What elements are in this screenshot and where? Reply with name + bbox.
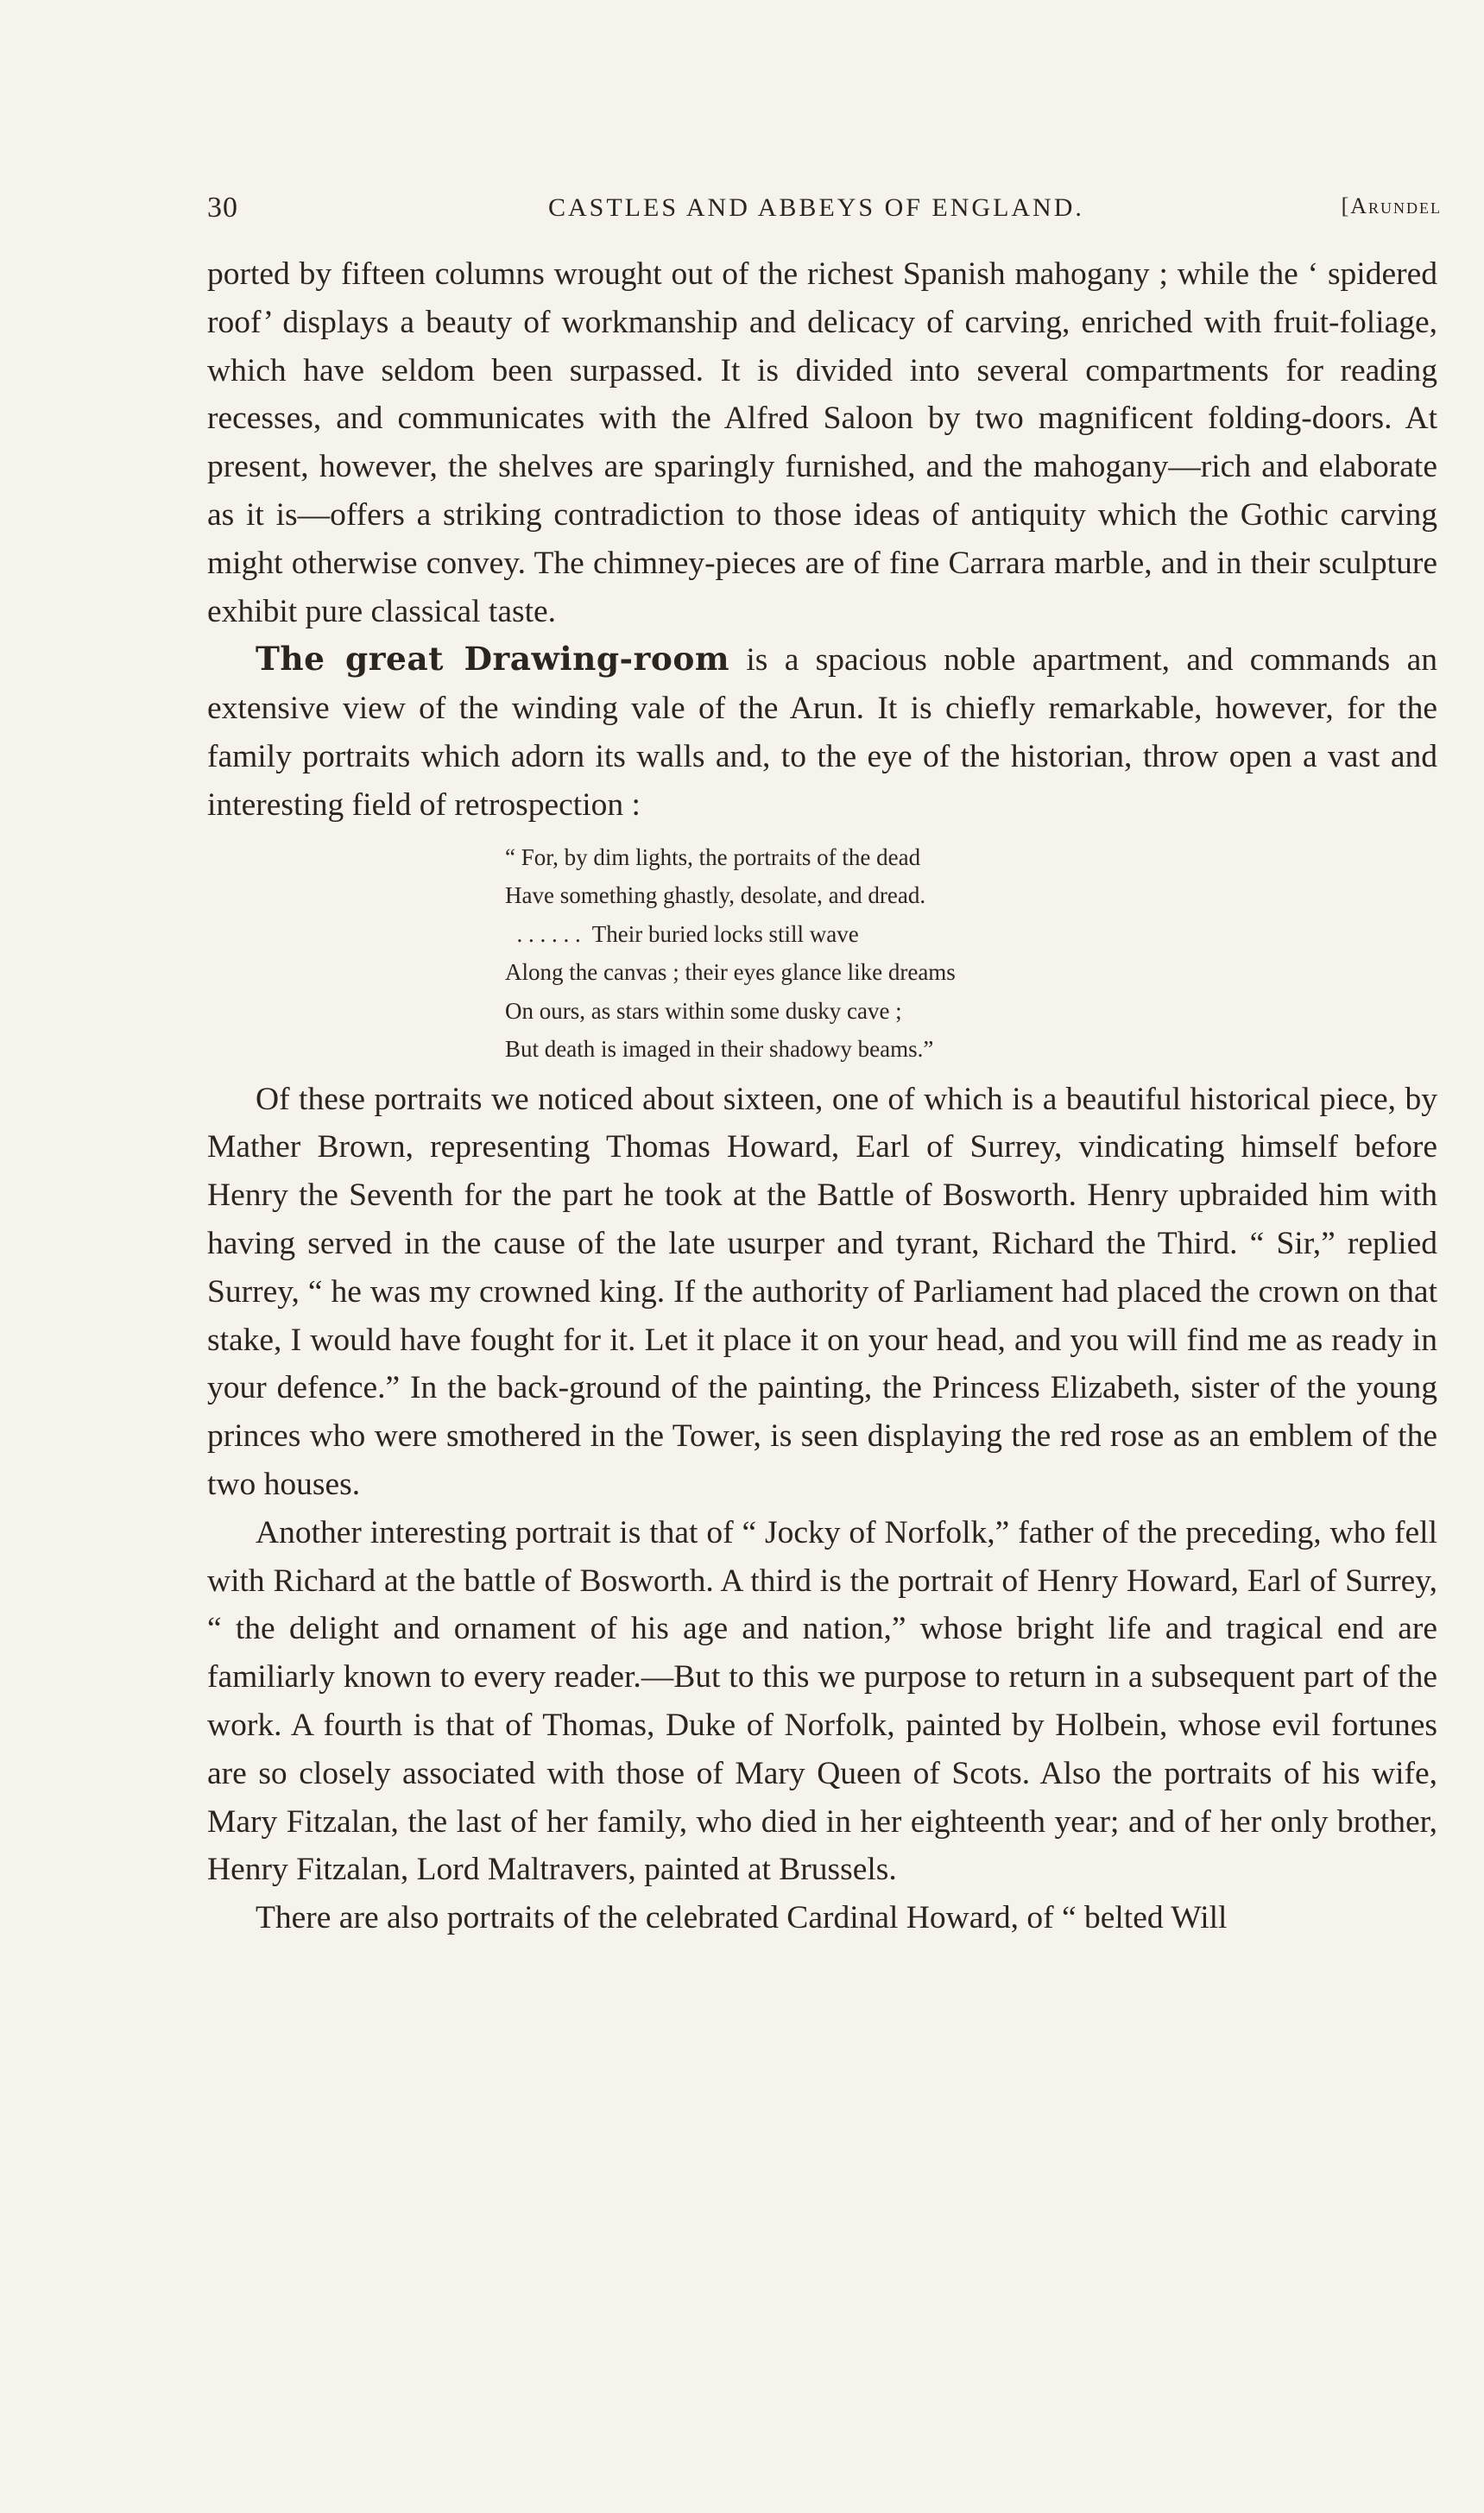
verse-line: Have something ghastly, desolate, and dread. <box>505 882 926 909</box>
paragraph-portraits: Of these portraits we noticed about sixteen, one of which is a beautiful historical piece, by Mather Brown, representing Thomas Howard, Earl of Surrey, vindicating himself before Henry the Seventh for the part he took at the Battle of Bosworth. Henry upbraided him with having served in the cause of the late usurper and tyrant, Richard the Third. “ Sir,” replied Surrey, “ he was my crowned king. If the authority of Parliament had placed the crown on that stake, I would have fought for it. Let it place it on your head, and you will find me as ready in your defence.” In the back-ground of the painting, the Princess Elizabeth, sister of the young princes who were smothered in the Tower, is seen displaying the red rose as an emblem of the two houses. <box>207 1081 1437 1502</box>
section-title: [Arundel <box>1341 193 1442 218</box>
body-text <box>207 250 1437 1942</box>
page-number: 30 <box>207 192 238 224</box>
verse-line: On ours, as stars within some dusky cave ; <box>505 997 902 1024</box>
verse-line: “ For, by dim lights, the portraits of the dead <box>505 843 921 870</box>
verse-line: . . . . . . Their buried locks still wave <box>505 920 859 947</box>
blackletter-heading: The great Drawing-room <box>256 640 730 679</box>
verse-line: Along the canvas ; their eyes glance like dreams <box>505 959 956 986</box>
paragraph-continued: ported by fifteen columns wrought out of the richest Spanish mahogany ; while the ‘ spidered roof’ displays a beauty of workmanship and delicacy of carving, enriched with fruit-foliage, which have seldom been surpassed. It is divided into several compartments for reading recesses, and communicates with the Alfred Saloon by two magnificent folding-doors. At present, however, the shelves are sparingly furnished, and the mahogany—rich and elaborate as it is—offers a striking contradiction to those ideas of antiquity which the Gothic carving might otherwise convey. The chimney-pieces are of fine Carrara marble, and in their sculpture exhibit pure classical taste. <box>207 256 1437 629</box>
running-title: CASTLES AND ABBEYS OF ENGLAND. <box>548 193 1084 222</box>
paragraph-text: is a spacious noble apartment, and commands an extensive view of the winding vale of the Arun. It is chiefly remarkable, however, for the family portraits which adorn its walls and, to the eye of the historian, throw open a vast and interesting field of retrospection : <box>207 642 1437 823</box>
paragraph-cardinal: There are also portraits of the celebrated Cardinal Howard, of “ belted Will <box>256 1900 1228 1936</box>
verse-line: But death is imaged in their shadowy beams.” <box>505 1036 934 1063</box>
paragraph-drawing-room <box>207 635 1437 829</box>
paragraph-other-portraits: Another interesting portrait is that of “ Jocky of Norfolk,” father of the preceding, who fell with Richard at the battle of Bosworth. A third is the portrait of Henry Howard, Earl of Surrey, “ the delight and ornament of his age and nation,” whose bright life and tragical end are familiarly known to every reader.—But to this we purpose to return in a subsequent part of the work. A fourth is that of Thomas, Duke of Norfolk, painted by Holbein, whose evil fortunes are so closely associated with those of Mary Queen of Scots. Also the portraits of his wife, Mary Fitzalan, the last of her family, who died in her eighteenth year; and of her only brother, Henry Fitzalan, Lord Maltravers, painted at Brussels. <box>207 1514 1437 1888</box>
verse-quotation <box>207 838 1437 1069</box>
page-header <box>207 192 1450 226</box>
